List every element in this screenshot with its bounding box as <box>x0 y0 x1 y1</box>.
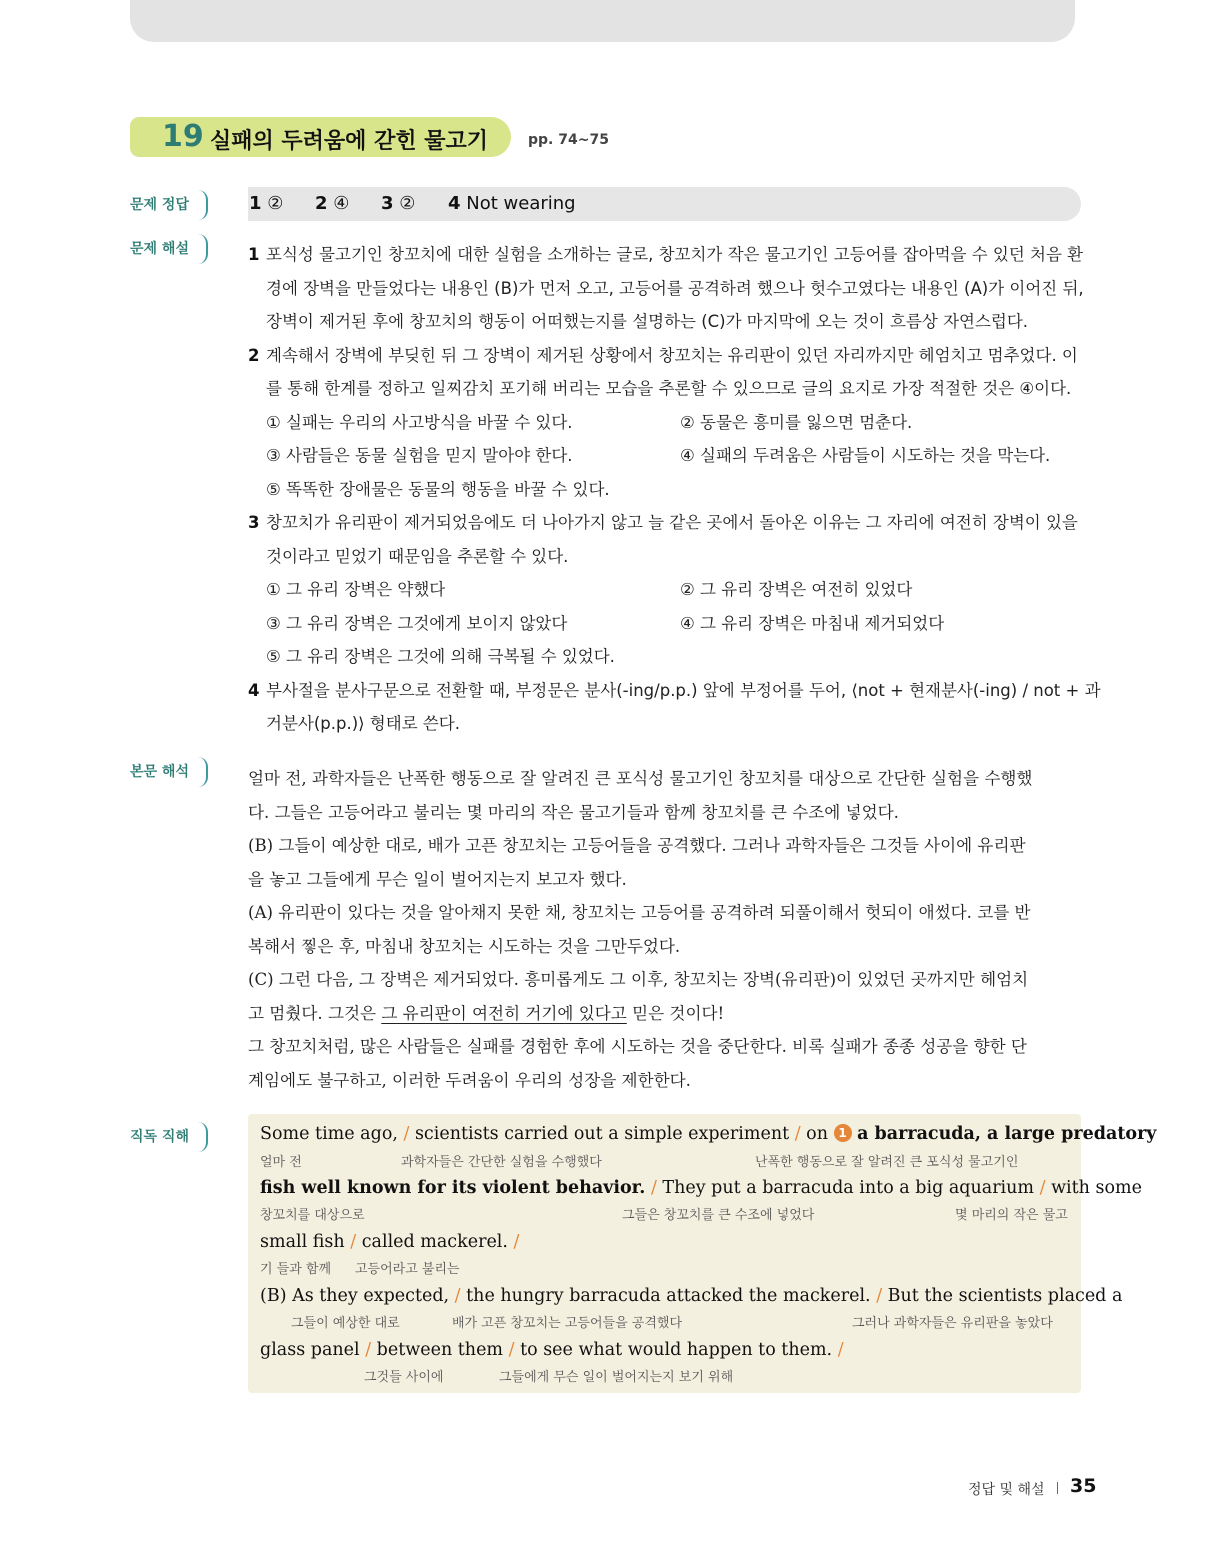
direct-row-3-ko: 기 들과 함께 <box>260 1262 332 1277</box>
direct-row-4-ko: 그들이 예상한 대로 <box>291 1316 400 1331</box>
answer-bar <box>248 187 1081 221</box>
direct-row-1-en: Some time ago, / scientists carried out a simple experiment / on 1 a barracuda, a large predatory <box>260 1124 1157 1144</box>
q3-choice-row: ⑤ 그 유리 장벽은 그것에 의해 극복될 수 있었다. <box>266 647 615 666</box>
explanation-q1-line: 장벽이 제거된 후에 창꼬치의 행동이 어떠했는지를 설명하는 (C)가 마지막에 오는 것이 흐름상 자연스럽다. <box>266 312 1029 331</box>
translation-line: 다. 그들은 고등어라고 불리는 몇 마리의 작은 물고기들과 함께 창꼬치를 큰 수조에 넣었다. <box>248 802 899 822</box>
answer-4: 4 Not wearing <box>448 193 576 214</box>
direct-row-3-en: small fish / called mackerel. / <box>260 1232 520 1252</box>
direct-row-4-ko: 그러나 과학자들은 유리판을 놓았다 <box>852 1316 1053 1331</box>
direct-row-2-ko: 그들은 창꼬치를 큰 수조에 넣었다 <box>622 1208 815 1223</box>
explanation-section <box>248 238 1101 741</box>
translation-line: (C) 그런 다음, 그 장벽은 제거되었다. 흥미롭게도 그 이후, 창꼬치는 장벽(유리판)이 있었던 곳까지만 헤엄치 <box>248 970 1029 989</box>
label-direct: 직독 직해 <box>130 1122 208 1152</box>
page-number: 35 <box>1070 1475 1097 1497</box>
direct-row-5-ko: 그들에게 무슨 일이 벌어지는지 보기 위해 <box>499 1370 734 1385</box>
answer-2: 2 ④ <box>315 193 350 214</box>
footer-divider <box>1057 1482 1058 1494</box>
q2-choice-row: ⑤ 똑똑한 장애물은 동물의 행동을 바꿀 수 있다. <box>266 479 610 499</box>
direct-row-1-ko: 얼마 전 <box>260 1155 302 1170</box>
translation-line: (A) 유리판이 있다는 것을 알아채지 못한 채, 창꼬치는 고등어를 공격하려 되풀이해서 헛되이 애썼다. 코를 반 <box>248 903 1031 922</box>
explanation-q2-line: 2 계속해서 장벽에 부딪힌 뒤 그 장벽이 제거된 상황에서 창꼬치는 유리판이 있던 자리까지만 헤엄치고 멈추었다. 이 <box>248 345 1078 365</box>
explanation-q3-line: 3 창꼬치가 유리판이 제거되었음에도 더 나아가지 않고 늘 같은 곳에서 돌아온 이유는 그 자리에 여전히 장벽이 있을 <box>248 513 1078 532</box>
direct-row-4-ko: 배가 고픈 창꼬치는 고등어들을 공격했다 <box>452 1316 683 1331</box>
explanation-q1-line: 1 포식성 물고기인 창꼬치에 대한 실험을 소개하는 글로, 창꼬치가 작은 물고기인 고등어를 잡아먹을 수 있던 처음 환 <box>248 245 1084 264</box>
direct-row-3-ko: 고등어라고 불리는 <box>355 1262 460 1277</box>
explanation-q4-line: 4 부사절을 분사구문으로 전환할 때, 부정문은 분사(-ing/p.p.) 앞에 부정어를 두어, ⟨not + 현재분사(-ing) / not + 과 <box>248 680 1101 700</box>
label-translation: 본문 해석 <box>130 757 208 787</box>
lesson-number: 19 <box>162 119 204 154</box>
direct-row-1-ko: 난폭한 행동으로 잘 알려진 큰 포식성 물고기인 <box>755 1155 1019 1170</box>
direct-row-5-en: glass panel / between them / to see what would happen to them. / <box>260 1340 844 1360</box>
direct-row-2-ko: 창꼬치를 대상으로 <box>260 1208 365 1223</box>
lesson-pages: pp. 74~75 <box>528 132 609 148</box>
note-badge: 1 <box>834 1124 852 1142</box>
direct-row-2-ko: 몇 마리의 작은 물고 <box>955 1208 1068 1223</box>
explanation-q1-line: 경에 장벽을 만들었다는 내용인 (B)가 먼저 오고, 고등어를 공격하려 했으나 헛수고였다는 내용인 (A)가 이어진 뒤, <box>266 278 1084 298</box>
direct-row-4-en: (B) As they expected, / the hungry barracuda attacked the mackerel. / But the scientists placed a <box>260 1286 1123 1306</box>
explanation-q2-line: 를 통해 한계를 정하고 일찌감치 포기해 버리는 모습을 추론할 수 있으므로 글의 요지로 가장 적절한 것은 ④이다. <box>266 379 1072 398</box>
translation-line: 얼마 전, 과학자들은 난폭한 행동으로 잘 알려진 큰 포식성 물고기인 창꼬치를 대상으로 간단한 실험을 수행했 <box>248 769 1033 788</box>
translation-line: 고 멈췄다. 그것은 그 유리판이 여전히 거기에 있다고 믿은 것이다! <box>248 1003 725 1023</box>
translation-line: 계임에도 불구하고, 이러한 두려움이 우리의 성장을 제한한다. <box>248 1070 691 1090</box>
q2-choice-row: ① 실패는 우리의 사고방식을 바꿀 수 있다. ② 동물은 흥미를 잃으면 멈춘다. <box>266 412 913 432</box>
explanation-q3-line: 것이라고 믿었기 때문임을 추론할 수 있다. <box>266 546 569 566</box>
translation-line: (B) 그들이 예상한 대로, 배가 고픈 창꼬치는 고등어들을 공격했다. 그러나 과학자들은 그것들 사이에 유리판 <box>248 836 1026 855</box>
answer-3: 3 ② <box>381 193 416 214</box>
label-explanation: 문제 해설 <box>130 234 208 264</box>
lesson-title: 실패의 두려움에 갇힌 물고기 <box>210 129 489 154</box>
footer-label: 정답 및 해설 <box>968 1482 1045 1498</box>
q3-choice-row: ③ 그 유리 장벽은 그것에게 보이지 않았다 ④ 그 유리 장벽은 마침내 제거되었다 <box>266 613 945 633</box>
top-header-bar <box>130 0 1075 42</box>
explanation-q4-line: 거분사(p.p.)⟩ 형태로 쓴다. <box>266 714 460 733</box>
answer-1: 1 ② <box>249 193 284 214</box>
q3-choice-row: ① 그 유리 장벽은 약했다 ② 그 유리 장벽은 여전히 있었다 <box>266 580 913 599</box>
underlined-phrase: 그 유리판이 여전히 거기에 있다고 <box>381 1003 627 1023</box>
direct-row-1-ko: 과학자들은 간단한 실험을 수행했다 <box>401 1155 602 1170</box>
translation-line: 복해서 찧은 후, 마침내 창꼬치는 시도하는 것을 그만두었다. <box>248 936 681 956</box>
direct-row-2-en: fish well known for its violent behavior. / They put a barracuda into a big aquarium / with some <box>260 1178 1142 1198</box>
translation-section <box>248 762 1088 1097</box>
translation-line: 을 놓고 그들에게 무슨 일이 벌어지는지 보고자 했다. <box>248 869 627 889</box>
translation-line: 그 창꼬치처럼, 많은 사람들은 실패를 경험한 후에 시도하는 것을 중단한다. 비록 실패가 종종 성공을 향한 단 <box>248 1037 1027 1056</box>
direct-row-5-ko: 그것들 사이에 <box>364 1370 444 1385</box>
q2-choice-row: ③ 사람들은 동물 실험을 믿지 말아야 한다. ④ 실패의 두려움은 사람들이 시도하는 것을 막는다. <box>266 446 1051 465</box>
label-answers: 문제 정답 <box>130 190 208 220</box>
